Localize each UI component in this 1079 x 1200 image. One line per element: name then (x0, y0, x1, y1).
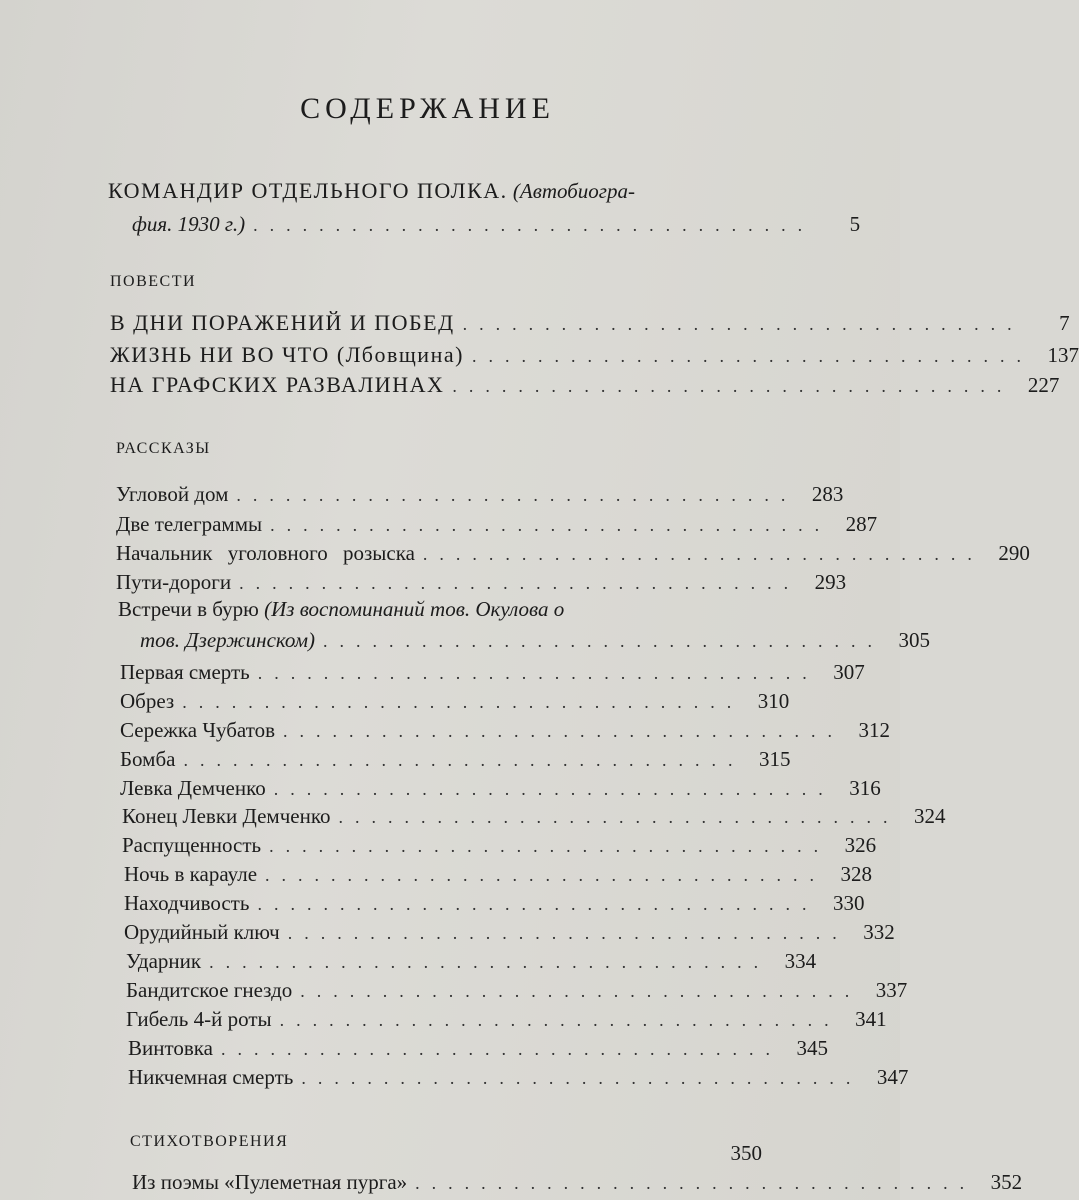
leader-dots: .................................. (257, 663, 819, 683)
page-number: 328 (840, 862, 873, 886)
leader-dots: .................................. (471, 346, 1033, 366)
autobio-line-1 (108, 178, 635, 204)
leader-dots: .................................. (338, 807, 900, 827)
entry-title: Распущенность (122, 833, 262, 857)
page-number: 330 (832, 891, 865, 915)
entry-title: Орудийный ключ (124, 920, 280, 944)
entry-title: НА ГРАФСКИХ РАЗВАЛИНАХ (110, 372, 445, 397)
toc-entry[interactable] (126, 978, 908, 1008)
page-number: 137 (1047, 343, 1079, 367)
leader-dots: .................................. (323, 631, 885, 651)
toc-entry[interactable] (120, 776, 881, 806)
entry-title: Находчивость (124, 891, 250, 915)
leader-dots: .................................. (182, 692, 744, 712)
leader-dots: .................................. (422, 544, 984, 564)
page-title: СОДЕРЖАНИЕ (300, 92, 555, 125)
leader-dots: .................................. (269, 836, 831, 856)
page-number: 312 (858, 718, 891, 742)
leader-dots: .................................. (301, 1068, 863, 1088)
page-number: 293 (814, 570, 847, 594)
page-number: 341 (855, 1007, 887, 1031)
entry-title: Левка Демченко (120, 776, 266, 800)
leader-dots: .................................. (236, 485, 798, 505)
entry-title: Две телеграммы (116, 512, 263, 536)
page-number: 290 (998, 541, 1030, 565)
toc-entry[interactable] (124, 891, 865, 921)
toc-entry[interactable] (124, 920, 895, 950)
leader-dots: .................................. (283, 721, 845, 741)
entry-note-a: (Из воспоминаний тов. Окулова о (264, 597, 565, 621)
toc-entry[interactable] (132, 1170, 1023, 1200)
entry-title: В ДНИ ПОРАЖЕНИЙ И ПОБЕД (110, 310, 455, 335)
leader-dots: .................................. (239, 573, 801, 593)
page-number: 315 (758, 747, 791, 771)
page-number: 5 (849, 212, 861, 236)
page-number: 287 (845, 512, 878, 536)
entry-title: Никчемная смерть (128, 1065, 294, 1089)
leader-dots: .................................. (462, 314, 1024, 334)
autobio-note-a: (Автобиогра- (512, 179, 635, 203)
autobio-note-b: фия. 1930 г.) (132, 212, 246, 236)
toc-entry[interactable] (128, 1036, 829, 1066)
page-number: 305 (898, 628, 931, 652)
entry-title: Бомба (120, 747, 176, 771)
page-number: 337 (875, 978, 908, 1002)
leader-dots: .................................. (415, 1173, 977, 1193)
page-number: 326 (844, 833, 877, 857)
autobio-title: КОМАНДИР ОТДЕЛЬНОГО ПОЛКА. (108, 178, 508, 203)
toc-entry[interactable] (126, 949, 817, 979)
leader-dots: .................................. (270, 515, 832, 535)
page-number: 345 (796, 1036, 829, 1060)
toc-entry[interactable] (128, 1065, 909, 1095)
entry-title: Из поэмы «Пулеметная пурга» (132, 1170, 408, 1194)
toc-entry[interactable] (124, 862, 873, 892)
entry-title: Сережка Чубатов (120, 718, 276, 742)
page-number: 334 (784, 949, 817, 973)
leader-dots: .................................. (300, 981, 862, 1001)
section-povesti: ПОВЕСТИ (110, 273, 197, 290)
entry-title: Обрез (120, 689, 175, 713)
page-number: 352 (990, 1170, 1023, 1194)
leader-dots: .................................. (265, 865, 827, 885)
page-number: 310 (757, 689, 790, 713)
toc-entry[interactable] (110, 310, 1070, 340)
leader-dots: .................................. (221, 1039, 783, 1059)
section-rasskazy: РАССКАЗЫ (116, 440, 211, 457)
page-number: 316 (849, 776, 881, 800)
toc-entry[interactable] (120, 718, 891, 748)
toc-entry[interactable] (120, 660, 865, 690)
leader-dots: .................................. (183, 750, 745, 770)
toc-entry[interactable] (122, 833, 877, 863)
page-number: 227 (1027, 373, 1060, 397)
entry-title: Встречи в бурю (118, 597, 259, 621)
entry-title: Гибель 4-й роты (126, 1007, 272, 1031)
leader-dots: .................................. (253, 215, 815, 235)
entry-title: Бандитское гнездо (126, 978, 293, 1002)
entry-title: ЖИЗНЬ НИ ВО ЧТО (Лбовщина) (110, 342, 464, 367)
toc-entry[interactable] (110, 342, 1079, 372)
page-number: 283 (811, 482, 844, 506)
entry-title: Пути-дороги (116, 570, 232, 594)
toc-entry[interactable] (116, 541, 1030, 571)
section-stikhi: СТИХОТВОРЕНИЯ (130, 1133, 289, 1150)
page-number: 350 (730, 1141, 762, 1165)
page-number: 347 (876, 1065, 909, 1089)
page-number: 7 (1059, 311, 1070, 335)
toc-entry[interactable] (116, 570, 847, 600)
page-number: 332 (863, 920, 895, 944)
toc-entry[interactable] (126, 1007, 887, 1037)
toc-entry[interactable] (120, 689, 790, 719)
entry-title: Первая смерть (120, 660, 250, 684)
toc-entry[interactable] (120, 747, 791, 777)
leader-dots: .................................. (209, 952, 771, 972)
entry-title: Ночь в карауле (124, 862, 258, 886)
autobio-line-2[interactable] (132, 212, 861, 242)
toc-entry[interactable] (116, 482, 844, 512)
toc-entry-line-2[interactable] (140, 628, 931, 658)
leader-dots: .................................. (287, 923, 849, 943)
entry-title: Конец Левки Демченко (122, 804, 331, 828)
toc-entry[interactable] (110, 372, 1060, 402)
toc-entry[interactable] (122, 804, 946, 834)
entry-note-b: тов. Дзержинском) (140, 628, 316, 652)
entry-title: Начальник уголовного розыска (116, 541, 415, 565)
leader-dots: .................................. (452, 376, 1014, 396)
toc-entry-line-1[interactable] (118, 597, 564, 622)
toc-entry[interactable] (116, 512, 878, 542)
leader-dots: .................................. (257, 894, 819, 914)
leader-dots: .................................. (273, 779, 835, 799)
page-number: 307 (833, 660, 865, 684)
entry-title: Винтовка (128, 1036, 214, 1060)
entry-title: Ударник (126, 949, 202, 973)
leader-dots: .................................. (279, 1010, 841, 1030)
entry-title: Угловой дом (116, 482, 229, 506)
page-number: 324 (913, 804, 946, 828)
